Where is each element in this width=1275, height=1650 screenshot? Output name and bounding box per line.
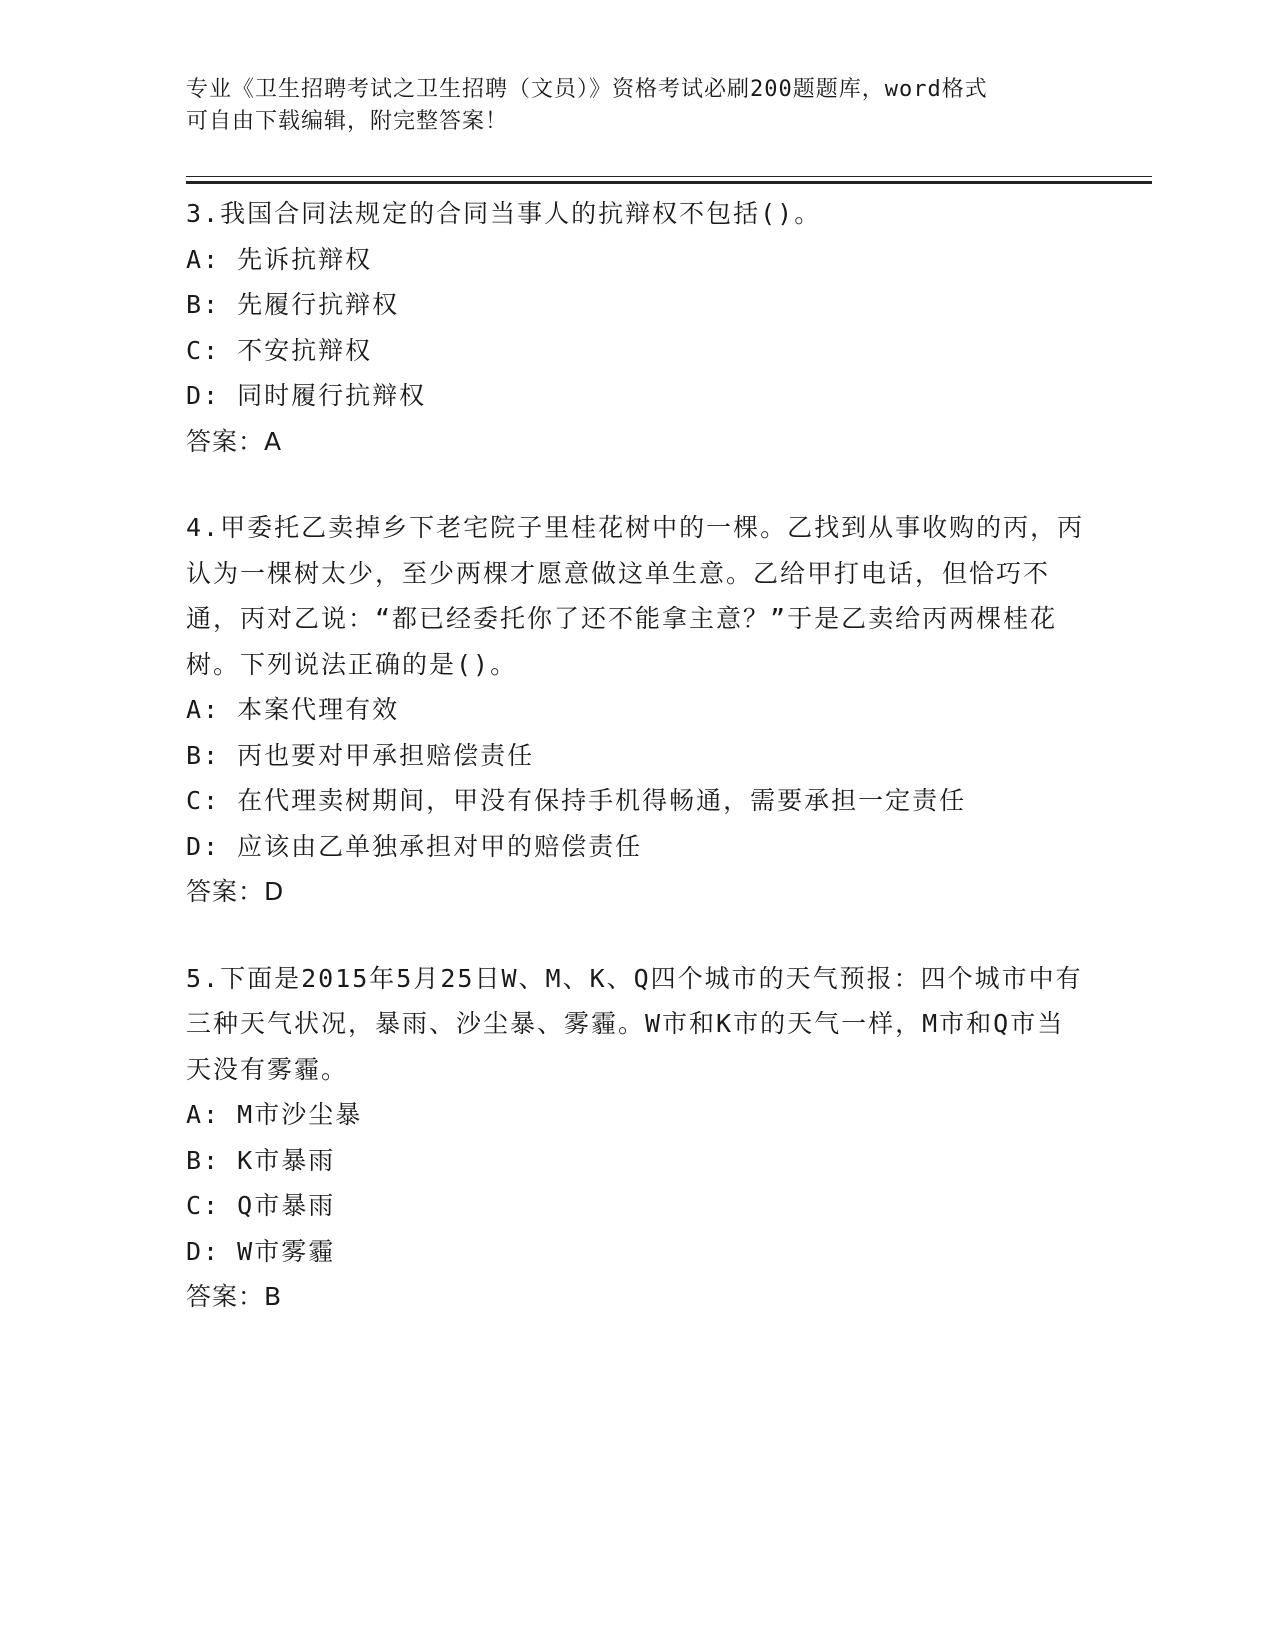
option-b: B: 丙也要对甲承担赔偿责任	[186, 740, 535, 770]
option-c: C: 在代理卖树期间，甲没有保持手机得畅通，需要承担一定责任	[186, 786, 967, 815]
answer-text: 答案：D	[186, 877, 285, 906]
option-a: A: 先诉抗辩权	[186, 244, 373, 274]
question-list	[186, 191, 1086, 1361]
question-item	[186, 956, 1086, 1320]
option-d: D: W市雾霾	[186, 1236, 336, 1266]
header-line-1: 专业《卫生招聘考试之卫生招聘（文员）》资格考试必刷200题题库，word格式	[186, 77, 988, 102]
question-text: 3.我国合同法规定的合同当事人的抗辩权不包括()。	[186, 199, 822, 228]
option-d: D: 应该由乙单独承担对甲的赔偿责任	[186, 831, 643, 861]
question-text: 4.甲委托乙卖掉乡下老宅院子里桂花树中的一棵。乙找到从事收购的丙，丙认为一棵树太少，至少两棵才愿意做这单生意。乙给甲打电话，但恰巧不通，丙对乙说：“都已经委托你了还不能拿主意？”于是乙卖给丙两棵桂花树。下列说法正确的是()。	[186, 513, 1085, 679]
option-c: C: Q市暴雨	[186, 1191, 336, 1220]
answer-text: 答案：A	[186, 426, 283, 456]
header-divider-thick	[186, 181, 1152, 184]
question-text: 5.下面是2015年5月25日W、M、K、Q四个城市的天气预报：四个城市中有三种天气状况，暴雨、沙尘暴、雾霾。W市和K市的天气一样，M市和Q市当天没有雾霾。	[186, 963, 1083, 1084]
question-item	[186, 505, 1086, 915]
document-header	[186, 74, 1066, 138]
question-item	[186, 191, 1086, 464]
option-a: A: M市沙尘暴	[186, 1100, 363, 1129]
option-b: B: K市暴雨	[186, 1145, 336, 1175]
option-a: A: 本案代理有效	[186, 695, 400, 724]
option-d: D: 同时履行抗辩权	[186, 381, 427, 410]
answer-text: 答案：B	[186, 1282, 283, 1311]
option-b: B: 先履行抗辩权	[186, 290, 400, 319]
option-c: C: 不安抗辩权	[186, 335, 373, 365]
header-line-2: 可自由下载编辑，附完整答案！	[186, 109, 509, 134]
header-divider-thin	[186, 176, 1152, 177]
